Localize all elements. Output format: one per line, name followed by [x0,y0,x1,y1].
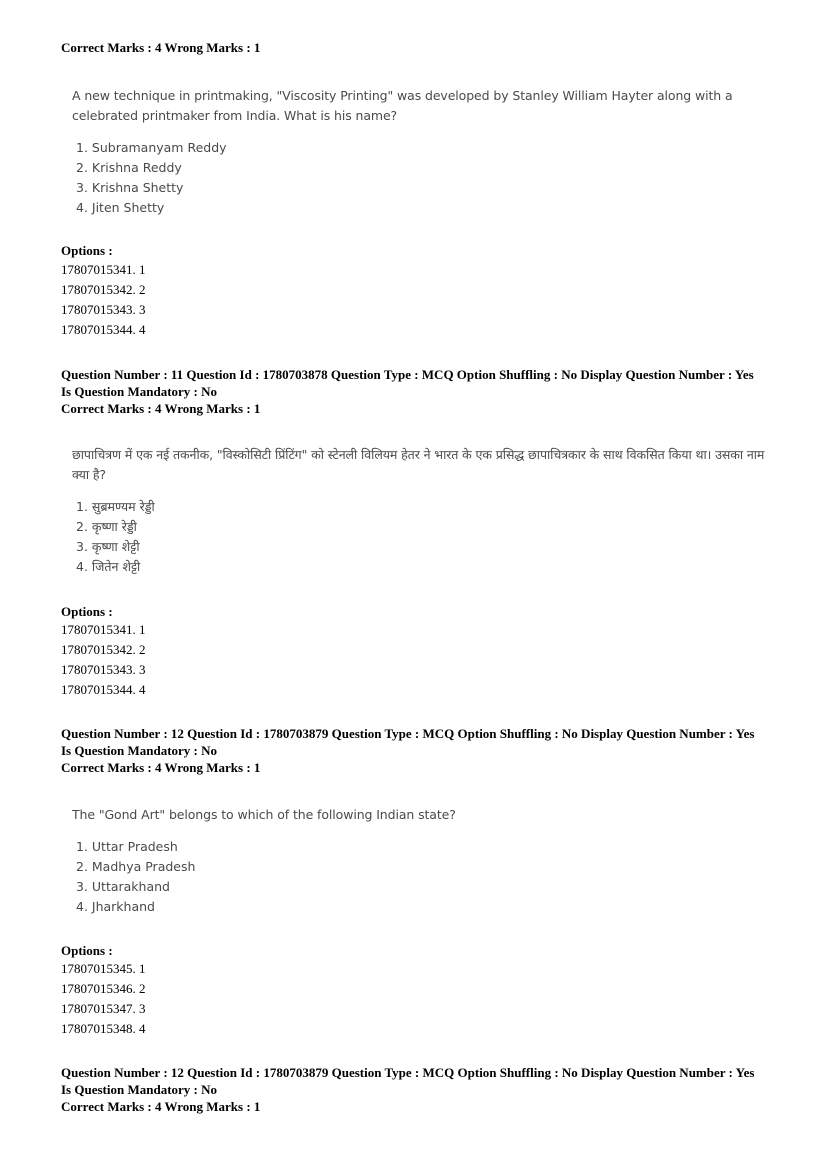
option-id: 17807015342. 2 [61,642,146,657]
question-text: The "Gond Art" belongs to which of the following Indian state? [72,807,456,822]
options-list [61,620,781,700]
options-label: Options : [61,604,113,619]
choice-item: 2. Madhya Pradesh [76,859,196,874]
option-id: 17807015343. 3 [61,662,146,677]
question-meta: Question Number : 12 Question Id : 1780703879 Question Type : MCQ Option Shuffling : No Display Question Number : Yes [61,1065,755,1080]
mandatory-line: Is Question Mandatory : No [61,1082,218,1097]
question-image [72,86,772,218]
choice-item: 3. Krishna Shetty [76,180,184,195]
option-id: 17807015341. 1 [61,262,146,277]
question-header [61,725,781,776]
option-id: 17807015348. 4 [61,1021,146,1036]
question-meta: Question Number : 11 Question Id : 1780703878 Question Type : MCQ Option Shuffling : No Display Question Number : Yes [61,367,754,382]
question-image [72,445,772,577]
choice-list [72,837,772,917]
choice-list [72,497,772,577]
choice-item: 4. जितेन शेट्टी [76,559,141,574]
marks-line: Correct Marks : 4 Wrong Marks : 1 [61,760,261,775]
option-id: 17807015343. 3 [61,302,146,317]
options-label: Options : [61,943,113,958]
question-header [61,1064,781,1115]
option-id: 17807015344. 4 [61,682,146,697]
option-id: 17807015341. 1 [61,622,146,637]
marks-line: Correct Marks : 4 Wrong Marks : 1 [61,401,261,416]
choice-item: 3. Uttarakhand [76,879,170,894]
choice-item: 4. Jiten Shetty [76,200,165,215]
question-header [61,366,781,417]
marks-line: Correct Marks : 4 Wrong Marks : 1 [61,1099,261,1114]
options-label: Options : [61,243,113,258]
question-text: A new technique in printmaking, "Viscosity Printing" was developed by Stanley William Hayter along with a celebrated printmaker from India. What is his name? [72,88,733,123]
mandatory-line: Is Question Mandatory : No [61,384,218,399]
option-id: 17807015346. 2 [61,981,146,996]
choice-item: 1. सुब्रमण्यम रेड्डी [76,499,155,514]
choice-item: 1. Subramanyam Reddy [76,140,227,155]
choice-item: 2. कृष्णा रेड्डी [76,519,137,534]
option-id: 17807015345. 1 [61,961,146,976]
question-meta: Question Number : 12 Question Id : 1780703879 Question Type : MCQ Option Shuffling : No Display Question Number : Yes [61,726,755,741]
choice-list [72,138,772,218]
mandatory-line: Is Question Mandatory : No [61,743,218,758]
option-id: 17807015347. 3 [61,1001,146,1016]
options-list [61,260,781,340]
options-list [61,959,781,1039]
option-id: 17807015342. 2 [61,282,146,297]
marks-line: Correct Marks : 4 Wrong Marks : 1 [61,40,261,55]
question-image [72,805,772,917]
option-id: 17807015344. 4 [61,322,146,337]
choice-item: 4. Jharkhand [76,899,155,914]
choice-item: 2. Krishna Reddy [76,160,182,175]
choice-item: 1. Uttar Pradesh [76,839,178,854]
question-text: छापाचित्रण में एक नई तकनीक, "विस्कोसिटी प्रिंटिंग" को स्टेनली विलियम हेतर ने भारत के एक प्रसिद्ध छापाचित्रकार के साथ विकसित किया था। उसका नाम क्या है? [72,447,765,482]
choice-item: 3. कृष्णा शेट्टी [76,539,140,554]
